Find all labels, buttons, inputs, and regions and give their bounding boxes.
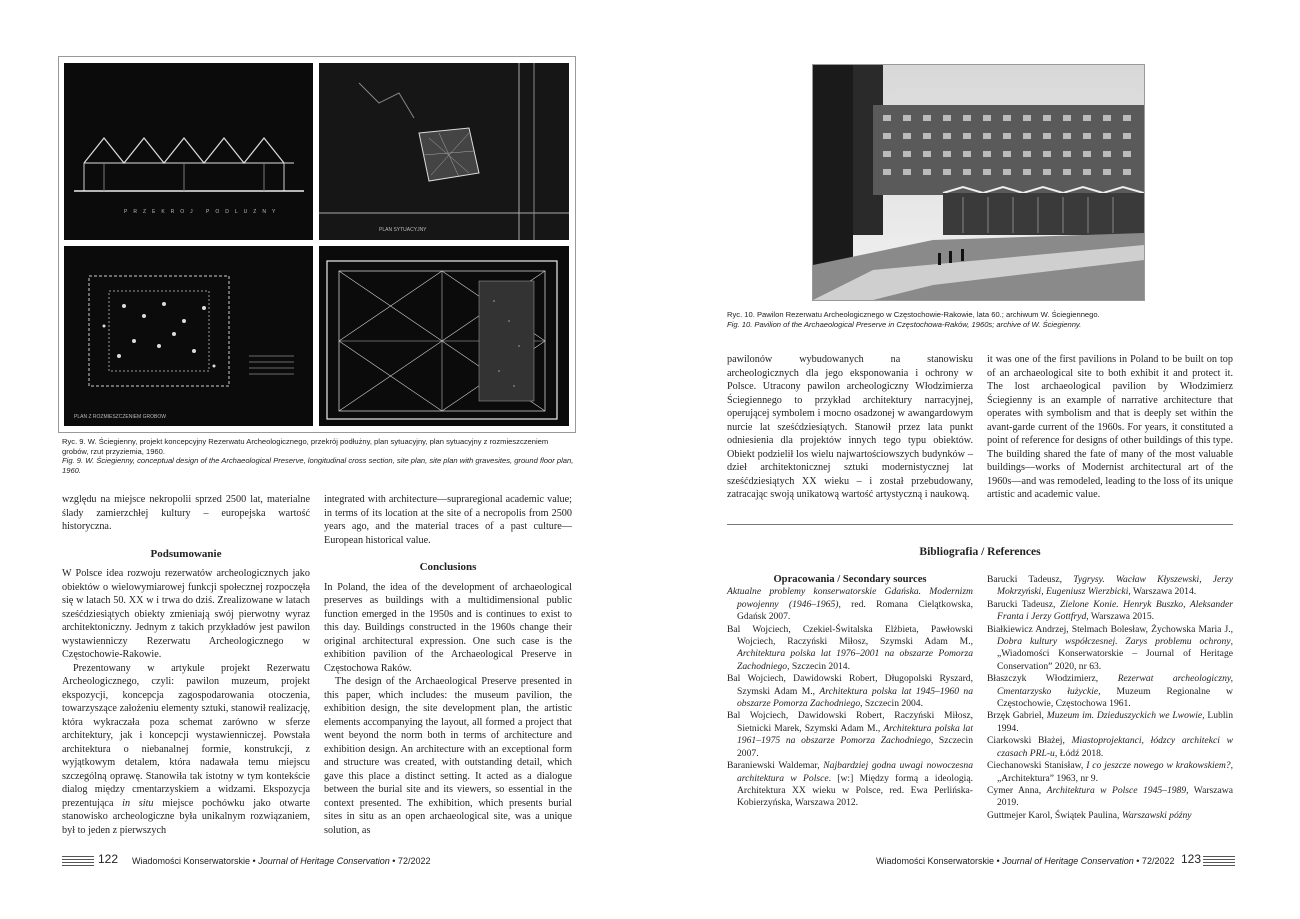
footer-rule-left [62,856,94,868]
figure-10-caption [727,310,1227,329]
bibliography-entry: Białkiewicz Andrzej, Stelmach Bolesław, Żychowska Maria J., Dobra kultury współczesnej. Zarys problemu ochrony, „Wiadomości Konserwatorskie – Journal of Heritage Conservation” 2020, nr 63. [987,623,1233,672]
page-number-left: 122 [98,852,119,866]
bibliography-entry: Brzęk Gabriel, Muzeum im. Dzieduszyckich we Lwowie, Lublin 1994. [987,710,1233,734]
bibliography-right-column [987,574,1233,822]
section-drawing [64,63,313,240]
figure-10 [812,64,1145,301]
bibliography-entry: Bal Wojciech, Dawidowski Robert, Raczyński Miłosz, Sietnicki Marek, Szymski Adam M., Architektura polska lat 1961–1975 na obszarze Pomorza Zachodniego, Szczecin 2007. [727,710,973,759]
page-number-right: 123 [1181,852,1202,866]
paragraph: W Polsce idea rozwoju rezerwatów archeologicznych jako obiektów o wielowymiarowej funkcji społecznej rozpoczęła się w latach 50. XX w i trwa do dziś. Zrealizowane w latach sześćdziesiątych obiekty zmieniają swój pierwotny wyraz architektoniczny. Jednym z takich przykładów jest pawilon wystawienniczy Rezerwatu Archeologicznego w Częstochowie-Rakowie. [62,568,310,660]
bibliography-entry: Barucki Tadeusz, Tygrysy. Wacław Kłyszewski, Jerzy Mokrzyński, Eugeniusz Wierzbicki, Warszawa 2014. [987,574,1234,598]
figure-9 [58,56,576,433]
site-plan-drawing [319,63,569,240]
bibliography-entry: Błaszczyk Włodzimierz, Rezerwat archeologiczny, Cmentarzysko łużyckie, Muzeum Regionalne w Częstochowie, Częstochowa 1961. [987,673,1233,710]
svg-text:PLAN SYTUACYJNY: PLAN SYTUACYJNY [379,227,427,233]
bibliography-subheading: Opracowania / Secondary sources [773,574,927,585]
paragraph: In Poland, the idea of the development of archaeological preserves as buildings with a multidimensional public function emerged in the 1950s and is continues to exist to this day. Buildings constructed in the 1960s change their original architectural expression. One such case is the exhibition pavilion of the Archaeological Preserve in Częstochowa Raków. [324,581,572,674]
bibliography-entry: Ciarkowski Błażej, Miastoprojektanci, łódzcy architekci w czasach PRL-u, Łódź 2018. [987,735,1233,759]
gravesite-plan-drawing [64,246,313,426]
paragraph: it was one of the first pavilions in Poland to be built on top of an archaeological site to both exhibit it and protect it. The lost archaeological pavilion by Włodzimierz Ściegienny is an example of narrative architecture that operates with symbolism and that is deeply set within the avant-garde current of the 1960s. For years, it constituted a point of reference for designs of other buildings of this type. The building shared the fate of many of the most valuable buildings—works of Modernist architectural art of the 1960s—and was remodeled, leading to the loss of its unique artistic and academic value. [987,354,1233,500]
bibliography-entry: Barucki Tadeusz, Zielone Konie. Henryk Buszko, Aleksander Franta i Jerzy Gottfryd, Warszawa 2015. [987,598,1234,623]
right-column-1 [727,353,973,502]
bibliography-left-column [727,574,973,810]
figure-10-caption-pl: Ryc. 10. Pawilon Rezerwatu Archeologicznego w Częstochowie-Rakowie, lata 60.; archiwum W. Ściegiennego. [727,310,1100,319]
bibliography-list-left [727,586,973,809]
figure-9-caption-en: Fig. 9. W. Ściegienny, conceptual design of the Archaeological Preserve, longitudinal cross section, site plan, site plan with gravesites, ground floor plan, 1960. [62,456,574,475]
bibliography-entry: Ciechanowski Stanisław, I co jeszcze nowego w krakowskiem?, „Architektura” 1963, nr 9. [987,760,1234,784]
bibliography-entry: Guttmejer Karol, Świątek Paulina, Warszawski późny [987,809,1192,821]
figure-9-caption [62,437,574,475]
section-heading-conclusions: Conclusions [419,561,477,573]
journal-footer-right: Wiadomości Konserwatorskie • Journal of Heritage Conservation • 72/2022 [876,856,1175,866]
left-column-2 [324,493,572,837]
bibliography-list-right [987,574,1233,822]
bibliography-entry: Bal Wojciech, Dawidowski Robert, Długopolski Ryszard, Szymski Adam M., Architektura polska lat 1945–1960 na obszarze Pomorza Zachodniego, Szczecin 2004. [727,673,973,710]
bibliography-entry: Bal Wojciech, Czekiel-Świtalska Elżbieta, Pawłowski Wojciech, Raczyński Miłosz, Szymski Adam M., Architektura polska lat 1976–2001 na obszarze Pomorza Zachodniego, Szczecin 2014. [727,623,973,672]
paragraph: The design of the Archaeological Preserve presented in this paper, which includes: the museum pavilion, the exhibition design, the site development plan, the artistic elements accompanying the layout, all formed a project that went beyond the norm both in terms of architecture and exhibition design. An architecture with an exceptional form and structure was created, with outstanding detail, which gave this place a distinct setting. It acted as a dialogue between the burial site and its viewers, so essential in the context presented. The exhibition, which presents burial sites in situ as an open archaeological site, was a unique solution, as [324,676,572,836]
bibliography-heading: Bibliografia / References [919,546,1041,558]
svg-text:PLAN Z ROZMIESZCZENIEM GROBOW: PLAN Z ROZMIESZCZENIEM GROBOW [74,414,166,420]
paragraph: Prezentowany w artykule projekt Rezerwatu Archeologicznego, czyli: pawilon muzeum, projekt ekspozycji, koncepcja zagospodarowania otoczenia, towarzyszące założeniu elementy sztuki, stanowił realizację, która wykraczała poza schemat zarówno w sferze architektury, jak i koncepcji wystawienniczej. Powstała architektura o niebanalnej formie, konstrukcji, z wyjątkowym detalem, która nadawała temu miejscu szczególną oprawę. Stanowiła tak istotny w tym kontekście dialog między cmentarzyskiem a widzami. Ekspozycja prezentująca in situ miejsce pochówku jako otwarte stanowisko archeologiczne była unikalnym rozwiązaniem, był to jeden z pierwszych [62,662,310,836]
right-column-2 [987,353,1233,502]
figure-10-caption-en: Fig. 10. Pavilion of the Archaeological Preserve in Częstochowa-Raków, 1960s; archive of W. Ściegienny. [727,319,1082,329]
ground-floor-plan-drawing [319,246,569,426]
footer-rule-right [1203,856,1235,868]
bibliography-entry: Baraniewski Waldemar, Najbardziej godna uwagi nowoczesna architektura w Polsce. [w:] Między formą a ideologią. Architektura XX wieku w Polsce, red. Ewa Perlińska-Kobierzyńska, Warszawa 2012. [727,760,973,809]
left-column-1 [62,493,310,837]
svg-text:PRZEKROJ PODLUZNY: PRZEKROJ PODLUZNY [124,209,282,215]
section-heading-podsumowanie: Podsumowanie [150,547,222,560]
bibliography-divider [727,524,1233,525]
bibliography-entry: Aktualne problemy konserwatorskie Gdańska. Modernizm powojenny (1946–1965), red. Romana Cielątkowska, Gdańsk 2007. [727,586,973,623]
paragraph: względu na miejsce nekropolii sprzed 2500 lat, materialne ślady zamierzchłej kultury – europejska wartość historyczna. [62,494,310,532]
figure-9-caption-pl: Ryc. 9. W. Ściegienny, projekt koncepcyjny Rezerwatu Archeologicznego, przekrój podłużny, plan sytuacyjny, plan sytuacyjny z rozmieszczeniem grobów, rzut przyziemia, 1960. [62,437,549,456]
pavilion-photo [813,65,1144,300]
journal-footer-left: Wiadomości Konserwatorskie • Journal of Heritage Conservation • 72/2022 [132,856,431,866]
bibliography-entry: Cymer Anna, Architektura w Polsce 1945–1989, Warszawa 2019. [987,784,1233,809]
paragraph: integrated with architecture—supraregional academic value; in terms of its location at the site of a necropolis from 2500 years ago, and the material traces of a past culture—European historical value. [324,494,572,546]
paragraph: pawilonów wybudowanych na stanowisku archeologicznych dla jego eksponowania i ochrony w Polsce. Utracony pawilon archeologiczny Włodzimierza Ściegiennego to przykład architektury narracyjnej, operującej symbolem i mocno osadzonej w awangardowym nurcie lat sześćdziesiątych. Stanowił przez lata punkt odniesienia dla projektów innych tego typu obiektów. Obiekt podzielił los wielu najwartościowszych budynków – dzieł architektonicznej sztuki modernistycznej lat sześćdziesiątych XX wieku – i został przebudowany, zatracając swoją unikatową wartość artystyczną i naukową. [727,354,973,500]
